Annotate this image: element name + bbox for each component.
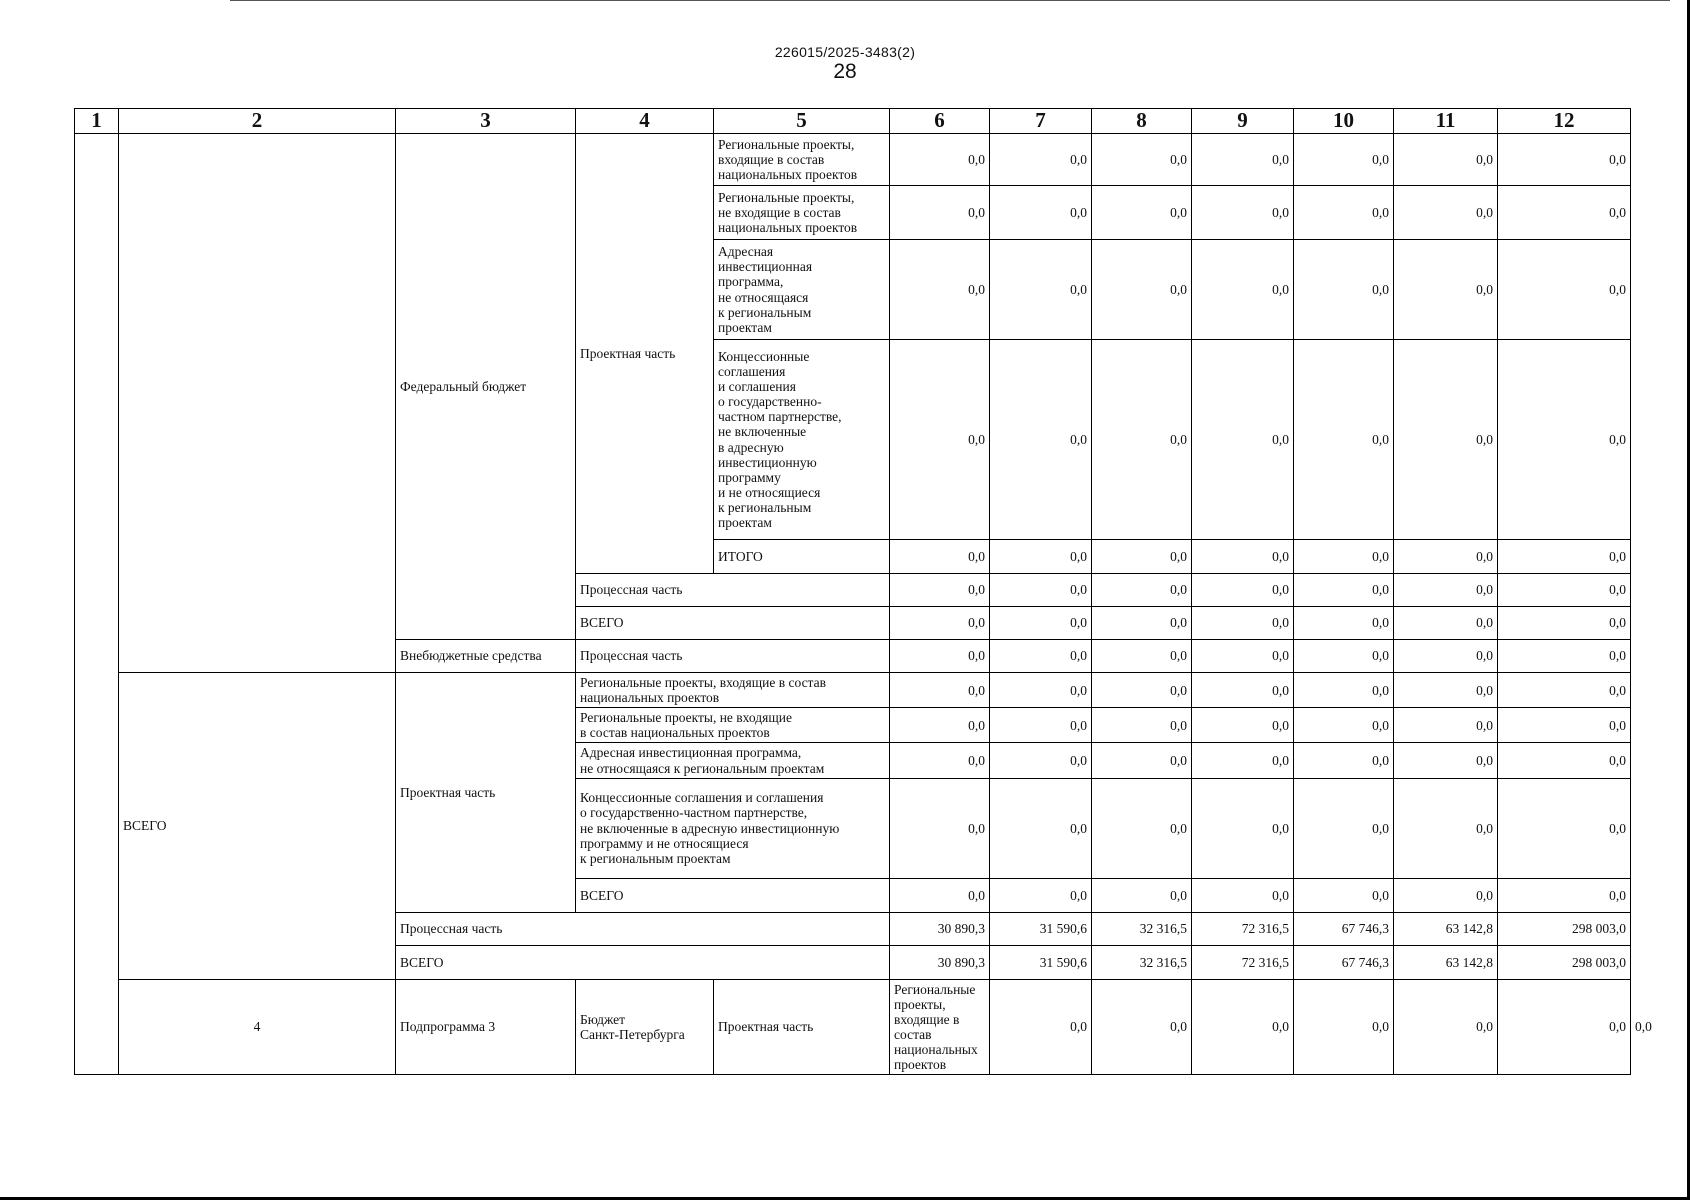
value-cell: 0,0: [1092, 979, 1192, 1075]
value-cell: 0,0: [1192, 778, 1294, 878]
value-cell: 0,0: [1192, 186, 1294, 240]
table-body: [75, 134, 1652, 1075]
value-cell: 0,0: [1294, 574, 1394, 607]
value-cell: 0,0: [990, 743, 1092, 778]
value-cell: 0,0: [1192, 574, 1294, 607]
value-cell: 0,0: [1394, 979, 1498, 1075]
value-cell: 0,0: [1394, 640, 1498, 673]
value-cell: 72 316,5: [1192, 912, 1294, 945]
value-cell: 0,0: [1394, 574, 1498, 607]
value-cell: 63 142,8: [1394, 945, 1498, 979]
column-header: 9: [1192, 109, 1294, 134]
value-cell: 67 746,3: [1294, 912, 1394, 945]
value-cell: 0,0: [1498, 574, 1631, 607]
value-cell: 0,0: [990, 778, 1092, 878]
value-cell: 0,0: [1092, 240, 1192, 340]
value-cell: 0,0: [1498, 708, 1631, 743]
value-cell: 0,0: [1192, 979, 1294, 1075]
value-cell: 0,0: [1394, 743, 1498, 778]
value-cell: 0,0: [1092, 186, 1192, 240]
category-cell: Региональные проекты, входящие в состав национальных проектов: [714, 134, 890, 186]
value-cell: 0,0: [1192, 673, 1294, 708]
value-cell: 0,0: [1092, 640, 1192, 673]
category-cell: Процессная часть: [576, 574, 890, 607]
part-cell: Проектная часть: [714, 979, 890, 1075]
column-header: 3: [396, 109, 576, 134]
value-cell: 32 316,5: [1092, 912, 1192, 945]
value-cell: 0,0: [1394, 708, 1498, 743]
value-cell: 30 890,3: [890, 912, 990, 945]
table-row: [75, 673, 1631, 708]
value-cell: 0,0: [1394, 134, 1498, 186]
value-cell: 0,0: [1498, 979, 1631, 1075]
funding-source-cell: Бюджет Санкт-Петербурга: [576, 979, 714, 1075]
column-header: 6: [890, 109, 990, 134]
value-cell: 0,0: [1498, 340, 1631, 540]
value-cell: 0,0: [1294, 134, 1394, 186]
value-cell: 0,0: [890, 540, 990, 574]
table-row: [75, 134, 1631, 186]
value-cell: 72 316,5: [1192, 945, 1294, 979]
value-cell: 0,0: [1498, 878, 1631, 912]
value-cell: 63 142,8: [1394, 912, 1498, 945]
value-cell: 0,0: [1192, 743, 1294, 778]
value-cell: 298 003,0: [1498, 912, 1631, 945]
value-cell: 0,0: [1092, 673, 1192, 708]
value-cell: 0,0: [1092, 340, 1192, 540]
value-cell: 0,0: [1498, 540, 1631, 574]
value-cell: 0,0: [1498, 640, 1631, 673]
value-cell: 0,0: [1294, 607, 1394, 640]
value-cell: 0,0: [1092, 878, 1192, 912]
value-cell: 67 746,3: [1294, 945, 1394, 979]
value-cell: 30 890,3: [890, 945, 990, 979]
category-cell: ВСЕГО: [576, 607, 890, 640]
value-cell: 0,0: [1498, 186, 1631, 240]
value-cell: 0,0: [990, 340, 1092, 540]
value-cell: 0,0: [990, 878, 1092, 912]
value-cell: 0,0: [1294, 743, 1394, 778]
category-cell: Региональные проекты, входящие в состав национальных проектов: [576, 673, 890, 708]
column-header: 8: [1092, 109, 1192, 134]
value-cell: 0,0: [890, 673, 990, 708]
value-cell: 0,0: [1192, 607, 1294, 640]
value-cell: 0,0: [1498, 240, 1631, 340]
value-cell: 0,0: [1294, 340, 1394, 540]
page-top-edge: [230, 0, 1670, 1]
value-cell: 0,0: [1294, 240, 1394, 340]
value-cell: 0,0: [1294, 640, 1394, 673]
value-cell: 0,0: [1192, 240, 1294, 340]
value-cell: 0,0: [890, 640, 990, 673]
value-cell: 0,0: [990, 673, 1092, 708]
column-header: 5: [714, 109, 890, 134]
program-cell: [119, 134, 396, 673]
value-cell: 0,0: [990, 708, 1092, 743]
value-cell: 0,0: [1192, 134, 1294, 186]
row-number-cell: 4: [119, 979, 396, 1075]
value-cell: 0,0: [1192, 540, 1294, 574]
category-cell: ВСЕГО: [576, 878, 890, 912]
value-cell: 0,0: [1092, 540, 1192, 574]
value-cell: 0,0: [1498, 673, 1631, 708]
category-cell: Региональные проекты, не входящие в состав национальных проектов: [576, 708, 890, 743]
page-number: 28: [833, 60, 857, 83]
value-cell: 0,0: [1192, 640, 1294, 673]
category-cell: Региональные проекты, входящие в состав национальных проектов: [890, 979, 990, 1075]
value-cell: 0,0: [1294, 540, 1394, 574]
value-cell: 0,0: [1294, 979, 1394, 1075]
category-cell: Концессионные соглашения и соглашения о государственно- частном партнерстве, не включенные в адресную инвестиционную программу и не относящиеся к региональным проектам: [714, 340, 890, 540]
value-cell: 0,0: [890, 607, 990, 640]
table-row: 4 Подпрограмма 3 Бюджет Санкт-Петербурга Проектная часть Региональные проекты, входящие в состав национальных проектов 0,0 0,0 0,0 0,0 0,0 0,0 0,0: [75, 979, 1631, 1075]
column-header: 2: [119, 109, 396, 134]
funding-source-cell: Внебюджетные средства: [396, 640, 576, 673]
value-cell: 0,0: [1192, 708, 1294, 743]
value-cell: 0,0: [1498, 607, 1631, 640]
value-cell: 0,0: [1394, 878, 1498, 912]
value-cell: 0,0: [890, 240, 990, 340]
value-cell: 0,0: [1092, 134, 1192, 186]
value-cell: 0,0: [1092, 607, 1192, 640]
value-cell: 0,0: [990, 134, 1092, 186]
column-number-row: [75, 109, 1631, 134]
value-cell: 0,0: [990, 640, 1092, 673]
value-cell: 0,0: [890, 574, 990, 607]
value-cell: 31 590,6: [990, 945, 1092, 979]
value-cell: 0,0: [1394, 673, 1498, 708]
value-cell: 298 003,0: [1498, 945, 1631, 979]
value-cell: 0,0: [890, 743, 990, 778]
column-header: 12: [1498, 109, 1631, 134]
category-cell: Процессная часть: [576, 640, 890, 673]
page-header: [0, 44, 1690, 84]
value-cell: 0,0: [1092, 778, 1192, 878]
category-cell: Процессная часть: [396, 912, 890, 945]
value-cell: 0,0: [990, 574, 1092, 607]
program-cell: Подпрограмма 3: [396, 979, 576, 1075]
value-cell: 0,0: [990, 540, 1092, 574]
value-cell: 0,0: [1394, 607, 1498, 640]
part-cell: Проектная часть: [396, 673, 576, 913]
value-cell: 0,0: [1498, 743, 1631, 778]
value-cell: 0,0: [990, 186, 1092, 240]
category-cell: ИТОГО: [714, 540, 890, 574]
value-cell: 0,0: [1294, 878, 1394, 912]
value-cell: 0,0: [1092, 743, 1192, 778]
value-cell: 0,0: [1294, 708, 1394, 743]
value-cell: 0,0: [890, 134, 990, 186]
value-cell: 0,0: [1092, 708, 1192, 743]
category-cell: Адресная инвестиционная программа, не относящаяся к региональным проектам: [576, 743, 890, 778]
category-cell: Региональные проекты, не входящие в состав национальных проектов: [714, 186, 890, 240]
part-cell: Проектная часть: [576, 134, 714, 574]
value-cell: 0,0: [1192, 340, 1294, 540]
value-cell: 0,0: [890, 708, 990, 743]
value-cell: 0,0: [890, 778, 990, 878]
value-cell: 0,0: [990, 240, 1092, 340]
value-cell: 0,0: [1092, 574, 1192, 607]
value-cell: 0,0: [1498, 778, 1631, 878]
column-header: 10: [1294, 109, 1394, 134]
value-cell: 0,0: [1498, 134, 1631, 186]
value-cell: 0,0: [1394, 186, 1498, 240]
value-cell: 0,0: [990, 607, 1092, 640]
program-cell: ВСЕГО: [119, 673, 396, 980]
value-cell: 0,0: [1294, 778, 1394, 878]
value-cell: 0,0: [1394, 778, 1498, 878]
value-cell: 0,0: [990, 979, 1092, 1075]
value-cell: 31 590,6: [990, 912, 1092, 945]
column-header: 11: [1394, 109, 1498, 134]
value-cell: 0,0: [1394, 340, 1498, 540]
value-cell: 0,0: [1294, 673, 1394, 708]
value-cell: 0,0: [890, 186, 990, 240]
row-number-cell: [75, 134, 119, 1075]
financing-table: [74, 108, 1652, 1075]
category-cell: Концессионные соглашения и соглашения о государственно-частном партнерстве, не включенные в адресную инвестиционную программу и не относящиеся к региональным проектам: [576, 778, 890, 878]
column-header: 7: [990, 109, 1092, 134]
value-cell: 0,0: [1394, 240, 1498, 340]
value-cell: 0,0: [1192, 878, 1294, 912]
registration-number: 226015/2025-3483(2): [774, 44, 916, 60]
value-cell: 32 316,5: [1092, 945, 1192, 979]
value-cell: 0,0: [1294, 186, 1394, 240]
funding-source-cell: Федеральный бюджет: [396, 134, 576, 640]
value-cell: 0,0: [1394, 540, 1498, 574]
category-cell: ВСЕГО: [396, 945, 890, 979]
value-cell: 0,0: [890, 878, 990, 912]
column-header: 4: [576, 109, 714, 134]
value-cell: 0,0: [890, 340, 990, 540]
category-cell: Адресная инвестиционная программа, не относящаяся к региональным проектам: [714, 240, 890, 340]
column-header: 1: [75, 109, 119, 134]
